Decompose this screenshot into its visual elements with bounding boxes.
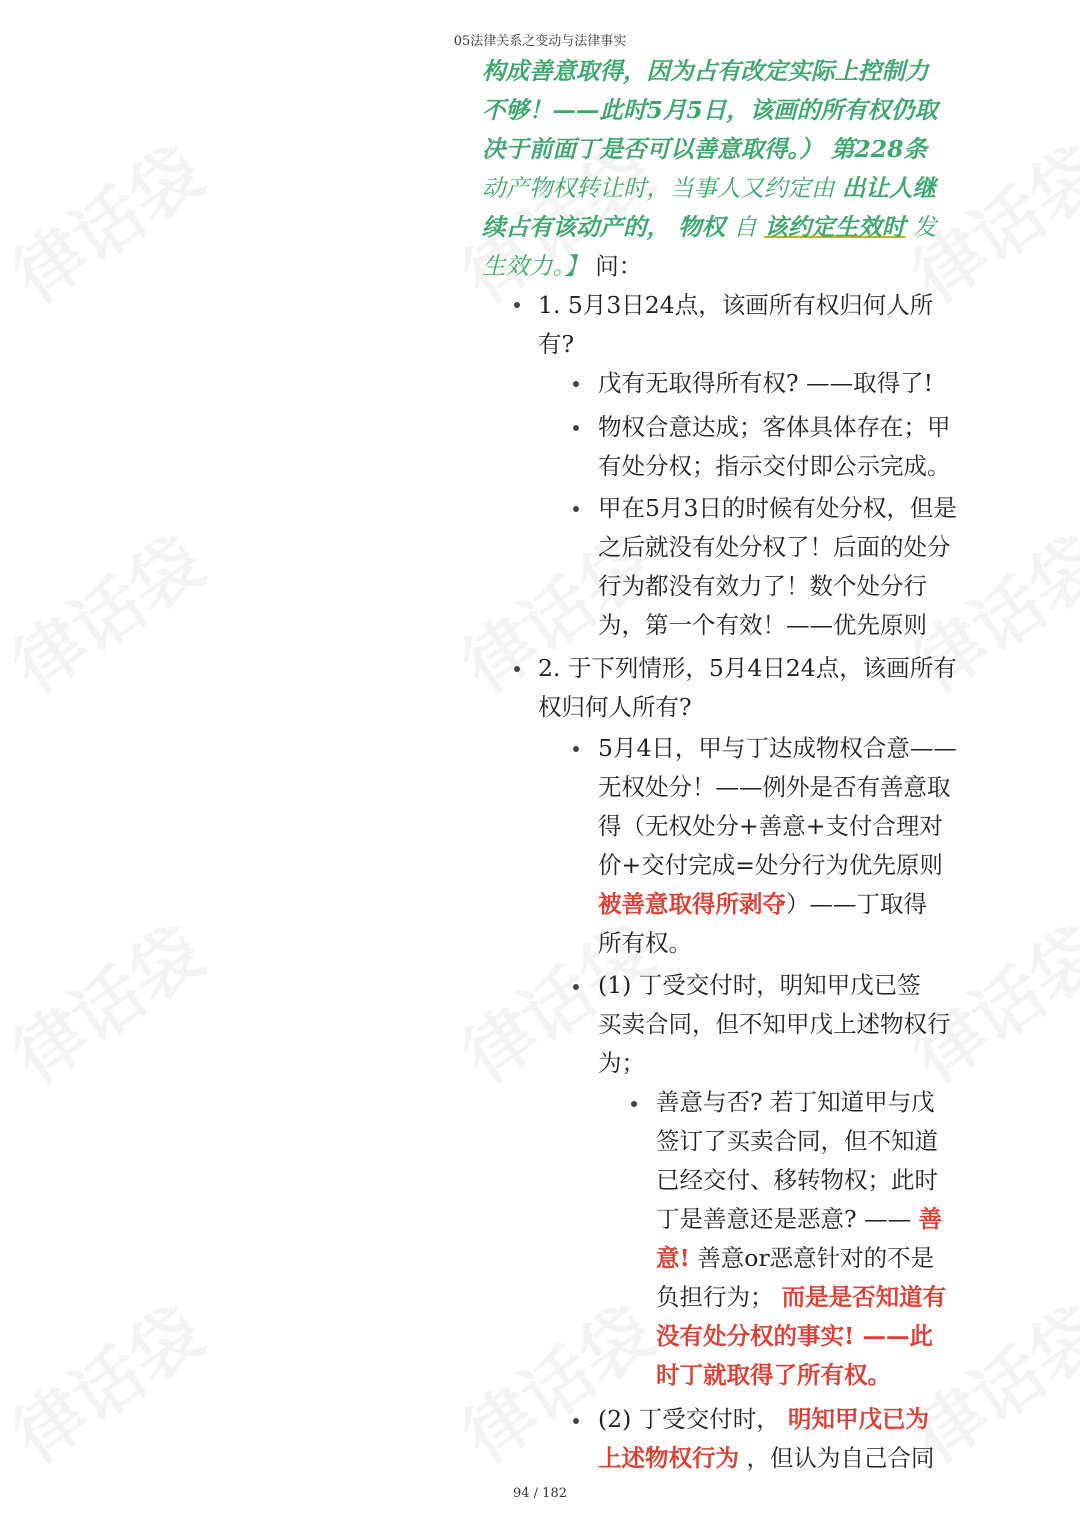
watermark bbox=[0, 899, 220, 1102]
statute-text: 发 bbox=[905, 213, 937, 241]
emphasis-red: 被善意取得所剥夺 bbox=[598, 890, 786, 918]
note-line: 不够！——此时5月5日，该画的所有权仍取 bbox=[482, 96, 938, 124]
bullet-icon bbox=[573, 984, 579, 990]
answer-text: 5月4日，甲与丁达成物权合意—— bbox=[598, 734, 957, 762]
watermark bbox=[0, 509, 220, 712]
statute-underlined: 该约定生效时 bbox=[764, 213, 906, 241]
answer-item bbox=[598, 489, 957, 645]
question-text: 1. 5月3日24点，该画所有权归何人所 bbox=[538, 291, 934, 319]
answer-text: ）——丁取得 bbox=[786, 890, 927, 918]
watermark bbox=[0, 1279, 220, 1482]
bullet-icon bbox=[631, 1101, 637, 1107]
question-text: 权归何人所有? bbox=[538, 693, 692, 721]
emphasis-red: 而是是否知道有 bbox=[773, 1283, 947, 1311]
answer-text: 有处分权；指示交付即公示完成。 bbox=[598, 452, 951, 480]
case-item bbox=[598, 966, 951, 1083]
emphasis-red: 意! bbox=[656, 1244, 690, 1272]
question-text: 2. 于下列情形，5月4日24点，该画所有 bbox=[538, 654, 957, 682]
analysis-text: 签订了买卖合同，但不知道 bbox=[656, 1127, 938, 1155]
case-text: 买卖合同，但不知甲戊上述物权行 bbox=[598, 1010, 951, 1038]
bullet-icon bbox=[514, 302, 520, 308]
emphasis-red: 没有处分权的事实! ——此 bbox=[656, 1322, 933, 1350]
answer-item bbox=[598, 364, 933, 403]
analysis-item bbox=[656, 1083, 946, 1395]
analysis-text: 善意与否? 若丁知道甲与戊 bbox=[656, 1088, 935, 1116]
question-2 bbox=[538, 649, 957, 727]
statute-text: 生效力。】 bbox=[482, 252, 588, 280]
bullet-icon bbox=[573, 746, 579, 752]
answer-text: 行为都没有效力了！数个处分行 bbox=[598, 572, 927, 600]
analysis-text: 负担行为； bbox=[656, 1283, 774, 1311]
case-text: (1) 丁受交付时，明知甲戊已签 bbox=[598, 971, 921, 999]
question-1 bbox=[538, 286, 933, 364]
analysis-text bbox=[656, 1278, 946, 1317]
answer-text: 无权处分！——例外是否有善意取 bbox=[598, 773, 951, 801]
note-line bbox=[482, 169, 992, 208]
answer-text bbox=[598, 885, 957, 924]
bullet-icon bbox=[573, 381, 579, 387]
answer-item bbox=[598, 408, 951, 486]
emphasis-red: 明知甲戊已为 bbox=[779, 1405, 929, 1433]
note-line: 决于前面丁是否可以善意取得。） 第228条 bbox=[482, 135, 927, 163]
answer-text: 之后就没有处分权了！后面的处分 bbox=[598, 533, 951, 561]
statute-text: 自 bbox=[733, 213, 765, 241]
case-item bbox=[598, 1400, 934, 1478]
statute-text: 动产物权转让时，当事人又约定由 bbox=[482, 174, 842, 202]
answer-text: 价+交付完成=处分行为优先原则 bbox=[598, 851, 943, 879]
note-line: 构成善意取得，因为占有改定实际上控制力 bbox=[482, 57, 929, 85]
statute-emphasis: 出让人继 bbox=[841, 174, 936, 202]
note-line bbox=[482, 208, 992, 247]
question-lead: 问： bbox=[587, 252, 643, 280]
analysis-text: 已经交付、移转物权；此时 bbox=[656, 1166, 938, 1194]
statute-emphasis: 续占有该动产的， bbox=[482, 213, 670, 241]
statute-emphasis: 物权 bbox=[670, 213, 734, 241]
answer-text: 得（无权处分+善意+支付合理对 bbox=[598, 812, 943, 840]
answer-text: 为，第一个有效！——优先原则 bbox=[598, 611, 927, 639]
note-line bbox=[482, 247, 992, 286]
answer-item bbox=[598, 729, 957, 963]
case-text: ，但认为自己合同 bbox=[739, 1444, 935, 1472]
watermark bbox=[0, 119, 220, 322]
bullet-icon bbox=[573, 1418, 579, 1424]
emphasis-red: 时丁就取得了所有权。 bbox=[656, 1361, 891, 1389]
analysis-text bbox=[656, 1239, 946, 1278]
answer-text: 物权合意达成；客体具体存在；甲 bbox=[598, 413, 951, 441]
bullet-icon bbox=[573, 425, 579, 431]
page-header-title: 05法律关系之变动与法律事实 bbox=[453, 34, 627, 49]
answer-text: 戊有无取得所有权? ——取得了! bbox=[598, 369, 934, 397]
analysis-text bbox=[656, 1200, 946, 1239]
case-text: (2) 丁受交付时， bbox=[598, 1405, 780, 1433]
case-text bbox=[598, 1400, 934, 1439]
note-paragraph bbox=[482, 52, 992, 286]
bullet-icon bbox=[514, 666, 520, 672]
emphasis-red: 善 bbox=[918, 1205, 943, 1233]
analysis-text: 丁是善意还是恶意? —— bbox=[656, 1205, 919, 1233]
case-text bbox=[598, 1439, 934, 1478]
answer-text: 所有权。 bbox=[598, 929, 692, 957]
question-text: 有? bbox=[538, 330, 575, 358]
bullet-icon bbox=[573, 506, 579, 512]
case-text: 为； bbox=[598, 1049, 645, 1077]
emphasis-red: 上述物权行为 bbox=[598, 1444, 739, 1472]
page-number: 94 / 182 bbox=[513, 1486, 567, 1501]
analysis-text: 善意or恶意针对的不是 bbox=[689, 1244, 935, 1272]
answer-text: 甲在5月3日的时候有处分权，但是 bbox=[598, 494, 957, 522]
